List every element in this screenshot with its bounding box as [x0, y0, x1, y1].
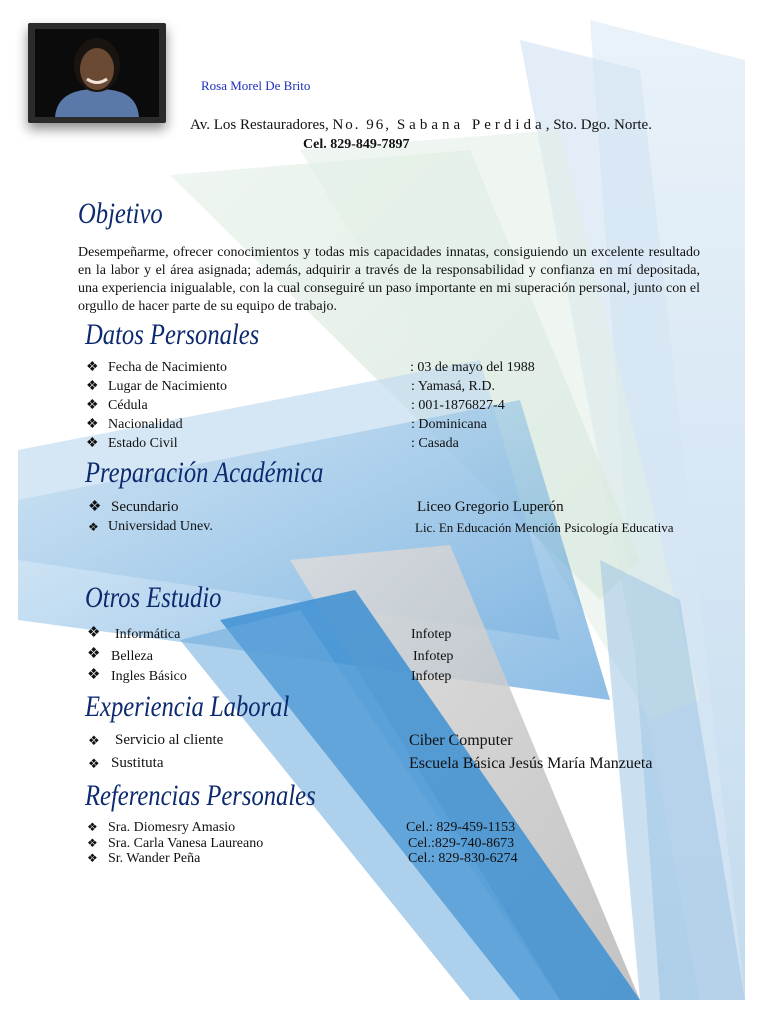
bullet-icon: ❖ [88, 756, 100, 771]
referencia-phone: Cel.: 829-830-6274 [408, 851, 518, 866]
otros-value: Infotep [411, 627, 452, 642]
objetivo-heading: Objetivo [78, 197, 163, 230]
otros-label: Ingles Básico [111, 669, 187, 684]
experiencia-label: Sustituta [111, 755, 164, 771]
bullet-icon: ❖ [87, 646, 101, 662]
otros-label: Belleza [111, 649, 153, 664]
applicant-name: Rosa Morel De Brito [201, 78, 311, 93]
bullet-icon: ❖ [87, 836, 98, 850]
datos-personales-heading: Datos Personales [85, 318, 260, 351]
otros-value: Infotep [413, 649, 454, 664]
datos-label: Estado Civil [108, 436, 178, 451]
bullet-icon: ❖ [87, 820, 98, 834]
datos-label: Fecha de Nacimiento [108, 360, 227, 375]
datos-value: : Dominicana [411, 417, 487, 432]
bullet-icon: ❖ [88, 733, 100, 748]
experiencia-heading: Experiencia Laboral [85, 690, 290, 723]
bullet-icon: ❖ [86, 398, 99, 413]
referencia-name: Sr. Wander Peña [108, 851, 201, 866]
referencia-phone: Cel.: 829-459-1153 [406, 820, 516, 835]
referencia-name: Sra. Diomesry Amasio [108, 820, 236, 835]
applicant-phone: Cel. 829-849-7897 [303, 137, 410, 152]
experiencia-value: Escuela Básica Jesús María Manzueta [409, 755, 653, 772]
bullet-icon: ❖ [88, 520, 99, 534]
bullet-icon: ❖ [87, 851, 98, 865]
bullet-icon: ❖ [87, 667, 101, 683]
experiencia-label: Servicio al cliente [115, 732, 224, 748]
bullet-icon: ❖ [86, 360, 99, 375]
bullet-icon: ❖ [86, 379, 99, 394]
datos-value: : 03 de mayo del 1988 [410, 360, 535, 375]
preparacion-value: Lic. En Educación Mención Psicología Educativa [415, 520, 674, 535]
datos-label: Cédula [108, 398, 148, 413]
referencia-phone: Cel.:829-740-8673 [408, 836, 515, 851]
preparacion-label: Universidad Unev. [108, 519, 213, 534]
objetivo-text: Desempeñarme, ofrecer conocimientos y todas mis capacidades innatas, consiguiendo un excelente resultado en la labor y el área asignada; además, adquirir a través de la responsabilidad y confianza en mí depositada, una experiencia inigualable, con la cual conseguiré un paso importante en mi superación personal, junto con el orgullo de hacer parte de su equipo de trabajo. [78, 245, 700, 314]
referencias-heading: Referencias Personales [85, 779, 316, 812]
preparacion-value: Liceo Gregorio Luperón [417, 499, 564, 515]
otros-estudio-heading: Otros Estudio [85, 581, 222, 614]
datos-value: : Yamasá, R.D. [411, 379, 496, 394]
profile-photo-frame [28, 23, 166, 123]
applicant-address: Av. Los Restauradores, No. 96, Sabana Perdida, Sto. Dgo. Norte. [190, 117, 652, 133]
otros-label: Informática [115, 627, 181, 642]
bullet-icon: ❖ [86, 436, 99, 451]
preparacion-heading: Preparación Académica [85, 456, 324, 489]
datos-label: Nacionalidad [108, 417, 183, 432]
bullet-icon: ❖ [86, 417, 99, 432]
otros-value: Infotep [411, 669, 452, 684]
experiencia-value: Ciber Computer [409, 732, 513, 749]
profile-photo [35, 29, 159, 117]
referencia-name: Sra. Carla Vanesa Laureano [108, 836, 264, 851]
preparacion-label: Secundario [111, 499, 179, 515]
datos-value: : 001-1876827-4 [411, 398, 505, 413]
datos-label: Lugar de Nacimiento [108, 379, 227, 394]
datos-value: : Casada [411, 436, 459, 451]
bullet-icon: ❖ [87, 625, 101, 641]
bullet-icon: ❖ [88, 499, 102, 515]
